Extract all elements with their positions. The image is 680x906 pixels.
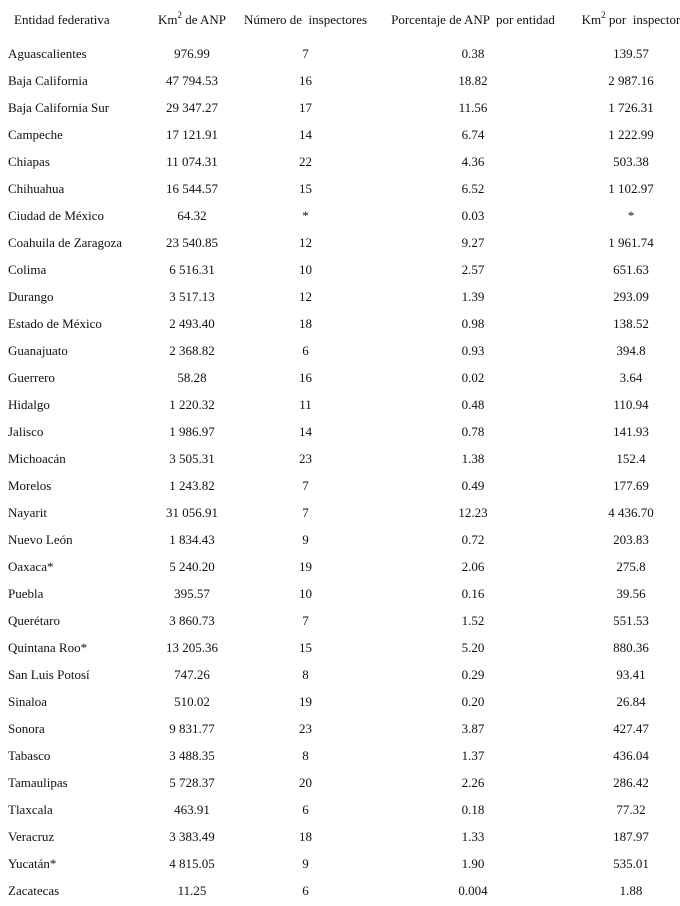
cell-inspectores: 18 [299,828,312,844]
cell-km2-anp: 13 205.36 [166,639,218,655]
cell-entidad: Sonora [8,720,45,736]
cell-km2-anp: 3 517.13 [169,288,215,304]
cell-inspectores: 22 [299,153,312,169]
cell-km2-inspector: 286.42 [613,774,649,790]
cell-km2-anp: 11.25 [177,882,207,898]
cell-entidad: Oaxaca* [8,558,54,574]
cell-km2-inspector: * [627,207,635,223]
cell-inspectores: 19 [299,693,312,709]
cell-entidad: Michoacán [8,450,66,466]
table-row [0,283,680,310]
cell-porcentaje: 3.87 [461,720,485,736]
cell-inspectores: 6 [302,882,309,898]
cell-inspectores: 16 [299,72,312,88]
cell-inspectores: 23 [299,450,312,466]
cell-porcentaje: 0.18 [461,801,485,817]
cell-porcentaje: 0.16 [461,585,485,601]
cell-km2-anp: 1 986.97 [169,423,215,439]
cell-km2-anp: 11 074.31 [166,153,218,169]
cell-km2-anp: 5 728.37 [169,774,215,790]
cell-porcentaje: 1.52 [461,612,485,628]
cell-km2-anp: 5 240.20 [169,558,215,574]
cell-porcentaje: 0.20 [461,693,485,709]
cell-entidad: Querétaro [8,612,60,628]
header-km2-prefix: Km [157,12,178,27]
cell-inspectores: 15 [299,639,312,655]
header-kmi-suffix: por inspector [605,12,680,27]
cell-km2-anp: 9 831.77 [169,720,215,736]
cell-entidad: Coahuila de Zaragoza [8,234,123,250]
cell-porcentaje: 2.06 [461,558,485,574]
cell-km2-inspector: 1 102.97 [608,180,654,196]
cell-km2-anp: 16 544.57 [166,180,218,196]
cell-porcentaje: 9.27 [461,234,485,250]
cell-porcentaje: 0.72 [461,531,485,547]
cell-km2-inspector: 1 726.31 [608,99,654,115]
cell-inspectores: 20 [299,774,312,790]
header-km2-inspector [568,0,680,40]
cell-entidad: Quintana Roo* [8,639,88,655]
cell-entidad: Morelos [8,477,52,493]
cell-porcentaje: 6.52 [461,180,485,196]
cell-km2-anp: 2 493.40 [169,315,215,331]
cell-porcentaje: 0.98 [461,315,485,331]
cell-km2-anp: 47 794.53 [166,72,218,88]
cell-porcentaje: 0.29 [461,666,485,682]
cell-inspectores: 16 [299,369,312,385]
cell-entidad: Jalisco [8,423,44,439]
cell-km2-anp: 3 505.31 [169,450,215,466]
cell-km2-inspector: 394.8 [616,342,646,358]
cell-km2-inspector: 651.63 [613,261,649,277]
cell-inspectores: 11 [299,396,312,412]
cell-porcentaje: 0.38 [461,45,485,61]
cell-km2-inspector: 187.97 [613,828,649,844]
cell-km2-inspector: 293.09 [613,288,649,304]
cell-km2-inspector: 3.64 [619,369,643,385]
cell-inspectores: 10 [299,585,312,601]
cell-inspectores: 12 [299,288,312,304]
cell-km2-anp: 1 834.43 [169,531,215,547]
cell-km2-inspector: 427.47 [613,720,649,736]
cell-km2-inspector: 139.57 [613,45,649,61]
table-row [0,877,680,904]
table-row [0,499,680,526]
table-row [0,796,680,823]
cell-porcentaje: 0.78 [461,423,485,439]
table-row [0,742,680,769]
cell-inspectores: 14 [299,126,312,142]
cell-inspectores: 19 [299,558,312,574]
cell-km2-inspector: 275.8 [616,558,646,574]
cell-km2-inspector: 535.01 [613,855,649,871]
table-row [0,148,680,175]
cell-km2-inspector: 110.94 [613,396,649,412]
cell-km2-anp: 23 540.85 [166,234,218,250]
cell-porcentaje: 1.33 [461,828,485,844]
cell-km2-inspector: 26.84 [616,693,646,709]
table-row [0,67,680,94]
cell-inspectores: 17 [299,99,312,115]
header-km2-suffix: de ANP [181,12,227,27]
cell-km2-anp: 3 860.73 [169,612,215,628]
header-porcentaje: Porcentaje de ANP por entidad [391,12,555,27]
table-row [0,337,680,364]
cell-inspectores: 8 [302,666,309,682]
cell-porcentaje: 18.82 [458,72,488,88]
header-kmi-prefix: Km [581,12,602,27]
table-row [0,472,680,499]
table-body [0,40,680,904]
cell-porcentaje: 0.004 [458,882,488,898]
cell-inspectores: 7 [302,477,309,493]
cell-km2-inspector: 1.88 [619,882,643,898]
cell-km2-inspector: 4 436.70 [608,504,654,520]
cell-inspectores: 14 [299,423,312,439]
cell-km2-anp: 3 488.35 [169,747,215,763]
cell-porcentaje: 4.36 [461,153,485,169]
cell-entidad: Baja California Sur [8,99,110,115]
cell-porcentaje: 1.38 [461,450,485,466]
header-km2-superscript: 2 [177,10,182,20]
cell-inspectores: 7 [302,612,309,628]
cell-km2-anp: 4 815.05 [169,855,215,871]
cell-inspectores: 7 [302,45,309,61]
cell-km2-anp: 510.02 [174,693,210,709]
table-row [0,634,680,661]
cell-km2-anp: 64.32 [177,207,207,223]
cell-km2-anp: 976.99 [174,45,210,61]
cell-inspectores: 8 [302,747,309,763]
cell-entidad: Zacatecas [8,882,60,898]
cell-inspectores: 9 [302,531,309,547]
cell-entidad: Yucatán* [8,855,57,871]
cell-entidad: Puebla [8,585,44,601]
cell-km2-inspector: 503.38 [613,153,649,169]
header-row [0,0,680,40]
table-row [0,40,680,67]
cell-inspectores: 6 [302,342,309,358]
cell-entidad: Guanajuato [8,342,68,358]
header-kmi-superscript: 2 [601,10,606,20]
cell-km2-inspector: 880.36 [613,639,649,655]
cell-km2-inspector: 93.41 [616,666,646,682]
cell-entidad: Chihuahua [8,180,65,196]
cell-porcentaje: 11.56 [458,99,488,115]
cell-entidad: Aguascalientes [8,45,87,61]
table-row [0,688,680,715]
table-row [0,364,680,391]
table-row [0,769,680,796]
cell-entidad: Hidalgo [8,396,50,412]
table-row [0,445,680,472]
cell-km2-anp: 31 056.91 [166,504,218,520]
cell-inspectores: 6 [302,801,309,817]
cell-entidad: Veracruz [8,828,55,844]
cell-porcentaje: 12.23 [458,504,488,520]
cell-inspectores: 23 [299,720,312,736]
cell-entidad: Campeche [8,126,63,142]
cell-porcentaje: 2.26 [461,774,485,790]
cell-entidad: Tlaxcala [8,801,53,817]
cell-km2-anp: 58.28 [177,369,207,385]
cell-km2-inspector: 1 222.99 [608,126,654,142]
cell-entidad: Colima [8,261,47,277]
table-row [0,607,680,634]
table-row [0,715,680,742]
table-row [0,391,680,418]
cell-entidad: Estado de México [8,315,102,331]
cell-porcentaje: 0.48 [461,396,485,412]
table-row [0,823,680,850]
cell-km2-inspector: 39.56 [616,585,646,601]
cell-inspectores: 10 [299,261,312,277]
table-row [0,553,680,580]
table-row [0,526,680,553]
cell-km2-inspector: 2 987.16 [608,72,654,88]
cell-km2-anp: 2 368.82 [169,342,215,358]
cell-km2-inspector: 141.93 [613,423,649,439]
cell-inspectores: * [302,207,309,223]
cell-inspectores: 18 [299,315,312,331]
table-row [0,661,680,688]
cell-entidad: Guerrero [8,369,55,385]
table-row [0,121,680,148]
table-row [0,94,680,121]
cell-km2-anp: 29 347.27 [166,99,218,115]
table-row [0,175,680,202]
cell-entidad: Tamaulipas [8,774,68,790]
table-row [0,418,680,445]
cell-km2-anp: 6 516.31 [169,261,215,277]
cell-km2-inspector: 436.04 [613,747,649,763]
header-entidad: Entidad federativa [14,12,110,27]
header-km2-anp [151,0,233,40]
cell-km2-anp: 17 121.91 [166,126,218,142]
cell-entidad: Tabasco [8,747,51,763]
cell-porcentaje: 5.20 [461,639,485,655]
cell-porcentaje: 1.90 [461,855,485,871]
cell-porcentaje: 1.37 [461,747,485,763]
cell-inspectores: 15 [299,180,312,196]
cell-porcentaje: 2.57 [461,261,485,277]
cell-km2-inspector: 138.52 [613,315,649,331]
cell-entidad: San Luis Potosí [8,666,90,682]
cell-entidad: Durango [8,288,54,304]
table-row [0,310,680,337]
table-row [0,229,680,256]
cell-entidad: Nuevo León [8,531,73,547]
cell-km2-inspector: 152.4 [616,450,646,466]
cell-entidad: Ciudad de México [8,207,105,223]
cell-porcentaje: 6.74 [461,126,485,142]
table-row [0,580,680,607]
cell-km2-inspector: 77.32 [616,801,646,817]
cell-km2-anp: 395.57 [174,585,210,601]
cell-entidad: Baja California [8,72,88,88]
header-inspectores: Número de inspectores [243,12,368,27]
cell-km2-anp: 463.91 [174,801,210,817]
cell-km2-inspector: 177.69 [613,477,649,493]
cell-porcentaje: 1.39 [461,288,485,304]
cell-km2-anp: 1 220.32 [169,396,215,412]
cell-km2-inspector: 1 961.74 [608,234,654,250]
cell-inspectores: 12 [299,234,312,250]
cell-km2-anp: 1 243.82 [169,477,215,493]
table-header [0,0,680,40]
cell-entidad: Sinaloa [8,693,47,709]
cell-km2-anp: 747.26 [174,666,210,682]
cell-porcentaje: 0.49 [461,477,485,493]
cell-km2-inspector: 551.53 [613,612,649,628]
table-row [0,202,680,229]
cell-km2-inspector: 203.83 [613,531,649,547]
cell-entidad: Chiapas [8,153,50,169]
cell-inspectores: 7 [302,504,309,520]
cell-inspectores: 9 [302,855,309,871]
cell-porcentaje: 0.02 [461,369,485,385]
table-row [0,850,680,877]
cell-km2-anp: 3 383.49 [169,828,215,844]
cell-porcentaje: 0.03 [461,207,485,223]
cell-entidad: Nayarit [8,504,47,520]
table-row [0,256,680,283]
cell-porcentaje: 0.93 [461,342,485,358]
